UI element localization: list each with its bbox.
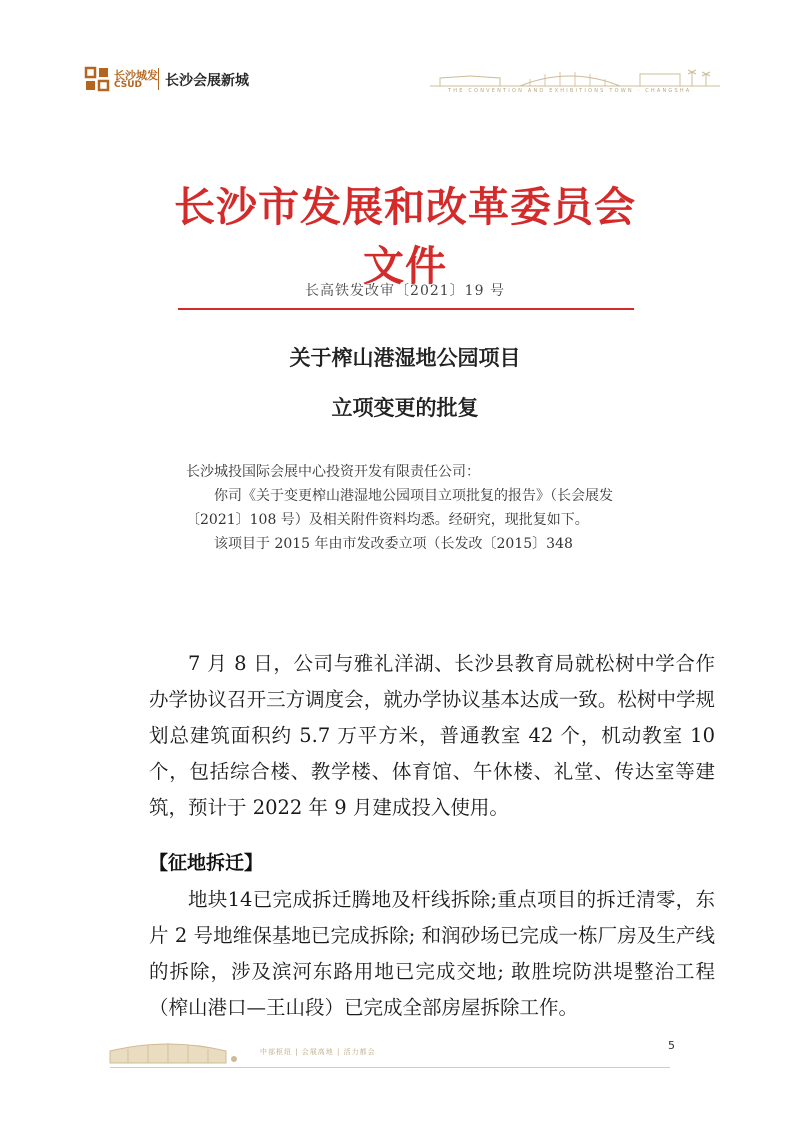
document-heading-line2: 立项变更的批复: [331, 396, 479, 420]
document-paragraph: 你司《关于变更榨山港湿地公园项目立项批复的报告》（长会展发〔2021〕108 号）及相关附件资料均悉。经研究，现批复如下。: [186, 488, 613, 528]
logo-english-text: CSUD: [114, 80, 143, 90]
csud-logo-icon: [84, 66, 110, 92]
document-paragraph: 该项目于 2015 年由市发改委立项（长发改〔2015〕348: [214, 536, 573, 552]
logo-chinese-text: 长沙城发: [114, 69, 158, 82]
header-tagline: THE CONVENTION AND EXHIBITIONS TOWN · CHANGSHA: [448, 88, 692, 94]
red-divider: [178, 308, 634, 310]
document-heading-line1: 关于榨山港湿地公园项目: [289, 346, 521, 370]
page-footer: [0, 1025, 800, 1075]
skyline-illustration-icon: [430, 64, 720, 100]
scanned-document: [170, 130, 640, 620]
logo-separator: [158, 68, 159, 90]
section-heading: 【征地拆迁】: [149, 852, 264, 874]
document-title: 长沙市发展和改革委员会文件: [174, 183, 636, 290]
document-body: [186, 460, 638, 556]
body-paragraph: 地块14已完成拆迁腾地及杆线拆除;重点项目的拆迁清零，东片 2 号地维保基地已完成拆除; 和润砂场已完成一栋厂房及生产线的拆除，涉及滨河东路用地已完成交地; 敢胜垸防洪堤整治工程（榨山港口—王山段）已完成全部房屋拆除工作。: [149, 888, 715, 1019]
main-text-block: [149, 646, 715, 826]
brand-name: 长沙会展新城: [165, 73, 249, 89]
document-addressee: 长沙城投国际会展中心投资开发有限责任公司：: [186, 464, 480, 480]
main-text-block: [149, 882, 715, 1026]
footer-slogan: 中部枢纽 | 会展高地 | 活力都会: [260, 1048, 376, 1056]
page-number: 5: [668, 1039, 675, 1052]
building-illustration-icon: [108, 1033, 238, 1067]
page-header: [0, 0, 800, 110]
footer-rule: [110, 1067, 670, 1068]
document-number: 长高铁发改审〔2021〕19 号: [305, 283, 505, 299]
body-paragraph: 7 月 8 日，公司与雅礼洋湖、长沙县教育局就松树中学合作办学协议召开三方调度会，就办学协议基本达成一致。松树中学规划总建筑面积约 5.7 万平方米，普通教室 42 个，机动教室 10 个，包括综合楼、教学楼、体育馆、午休楼、礼堂、传达室等建筑，预计于 2022 年 9 月建成投入使用。: [149, 652, 715, 819]
